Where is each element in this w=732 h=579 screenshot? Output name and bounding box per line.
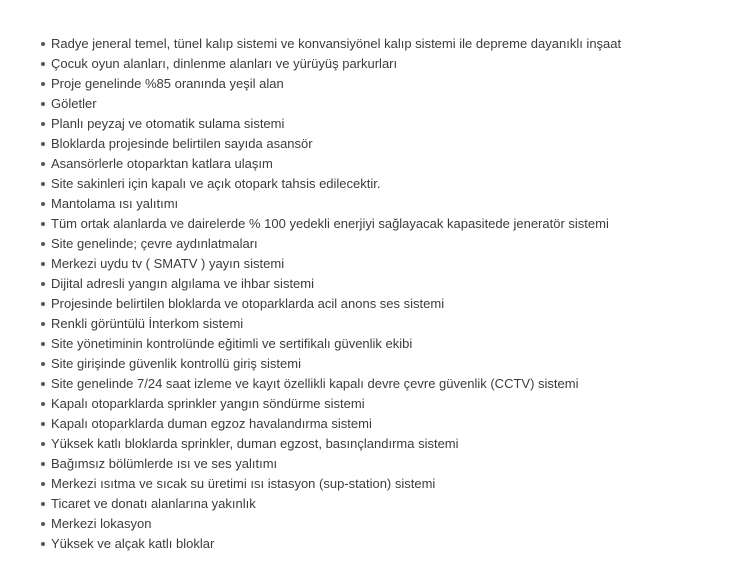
feature-list (0, 34, 732, 554)
bullet-icon (41, 402, 45, 406)
feature-text: Mantolama ısı yalıtımı (51, 196, 179, 211)
feature-text: Dijital adresli yangın algılama ve ihbar sistemi (51, 276, 315, 291)
list-item (0, 134, 732, 154)
bullet-icon (41, 262, 45, 266)
list-item (0, 34, 732, 54)
feature-text: Projesinde belirtilen bloklarda ve otoparklarda acil anons ses sistemi (51, 296, 445, 311)
feature-text: Asansörlerle otoparktan katlara ulaşım (51, 156, 273, 171)
list-item (0, 194, 732, 214)
bullet-icon (41, 482, 45, 486)
bullet-icon (41, 502, 45, 506)
list-item (0, 254, 732, 274)
bullet-icon (41, 342, 45, 346)
list-item (0, 334, 732, 354)
list-item (0, 74, 732, 94)
bullet-icon (41, 462, 45, 466)
feature-text: Göletler (51, 96, 97, 111)
feature-text: Planlı peyzaj ve otomatik sulama sistemi (51, 116, 285, 131)
feature-text: Site sakinleri için kapalı ve açık otopark tahsis edilecektir. (51, 176, 381, 191)
bullet-icon (41, 322, 45, 326)
bullet-icon (41, 382, 45, 386)
bullet-icon (41, 542, 45, 546)
feature-text: Yüksek ve alçak katlı bloklar (51, 536, 215, 551)
feature-text: Merkezi ısıtma ve sıcak su üretimi ısı istasyon (sup-station) sistemi (51, 476, 436, 491)
list-item (0, 354, 732, 374)
bullet-icon (41, 122, 45, 126)
bullet-icon (41, 422, 45, 426)
list-item (0, 494, 732, 514)
feature-text: Merkezi lokasyon (51, 516, 152, 531)
feature-text: Merkezi uydu tv ( SMATV ) yayın sistemi (51, 256, 285, 271)
bullet-icon (41, 442, 45, 446)
feature-text: Bağımsız bölümlerde ısı ve ses yalıtımı (51, 456, 278, 471)
list-item (0, 434, 732, 454)
feature-text: Çocuk oyun alanları, dinlenme alanları ve yürüyüş parkurları (51, 56, 398, 71)
feature-text: Renkli görüntülü İnterkom sistemi (51, 316, 244, 331)
feature-text: Ticaret ve donatı alanlarına yakınlık (51, 496, 256, 511)
list-item (0, 154, 732, 174)
list-item (0, 514, 732, 534)
bullet-icon (41, 242, 45, 246)
feature-text: Site yönetiminin kontrolünde eğitimli ve sertifikalı güvenlik ekibi (51, 336, 413, 351)
bullet-icon (41, 162, 45, 166)
feature-text: Yüksek katlı bloklarda sprinkler, duman egzost, basınçlandırma sistemi (51, 436, 459, 451)
bullet-icon (41, 82, 45, 86)
list-item (0, 394, 732, 414)
list-item (0, 94, 732, 114)
feature-text: Site genelinde; çevre aydınlatmaları (51, 236, 258, 251)
list-item (0, 234, 732, 254)
bullet-icon (41, 102, 45, 106)
bullet-icon (41, 182, 45, 186)
list-item (0, 534, 732, 554)
feature-text: Radye jeneral temel, tünel kalıp sistemi ve konvansiyönel kalıp sistemi ile depreme dayanıklı inşaat (51, 36, 622, 51)
list-item (0, 54, 732, 74)
bullet-icon (41, 282, 45, 286)
bullet-icon (41, 62, 45, 66)
feature-text: Tüm ortak alanlarda ve dairelerde % 100 yedekli enerjiyi sağlayacak kapasitede jeneratör sistemi (51, 216, 609, 231)
list-item (0, 114, 732, 134)
bullet-icon (41, 222, 45, 226)
list-item (0, 414, 732, 434)
list-item (0, 294, 732, 314)
list-item (0, 374, 732, 394)
list-item (0, 454, 732, 474)
bullet-icon (41, 42, 45, 46)
list-item (0, 314, 732, 334)
feature-text: Kapalı otoparklarda sprinkler yangın söndürme sistemi (51, 396, 365, 411)
list-item (0, 474, 732, 494)
bullet-icon (41, 202, 45, 206)
bullet-icon (41, 522, 45, 526)
list-item (0, 274, 732, 294)
feature-text: Site girişinde güvenlik kontrollü giriş sistemi (51, 356, 301, 371)
bullet-icon (41, 362, 45, 366)
feature-text: Kapalı otoparklarda duman egzoz havalandırma sistemi (51, 416, 372, 431)
feature-text: Site genelinde 7/24 saat izleme ve kayıt özellikli kapalı devre çevre güvenlik (CCTV) sistemi (51, 376, 579, 391)
feature-text: Bloklarda projesinde belirtilen sayıda asansör (51, 136, 313, 151)
list-item (0, 214, 732, 234)
list-item (0, 174, 732, 194)
feature-text: Proje genelinde %85 oranında yeşil alan (51, 76, 284, 91)
bullet-icon (41, 142, 45, 146)
bullet-icon (41, 302, 45, 306)
